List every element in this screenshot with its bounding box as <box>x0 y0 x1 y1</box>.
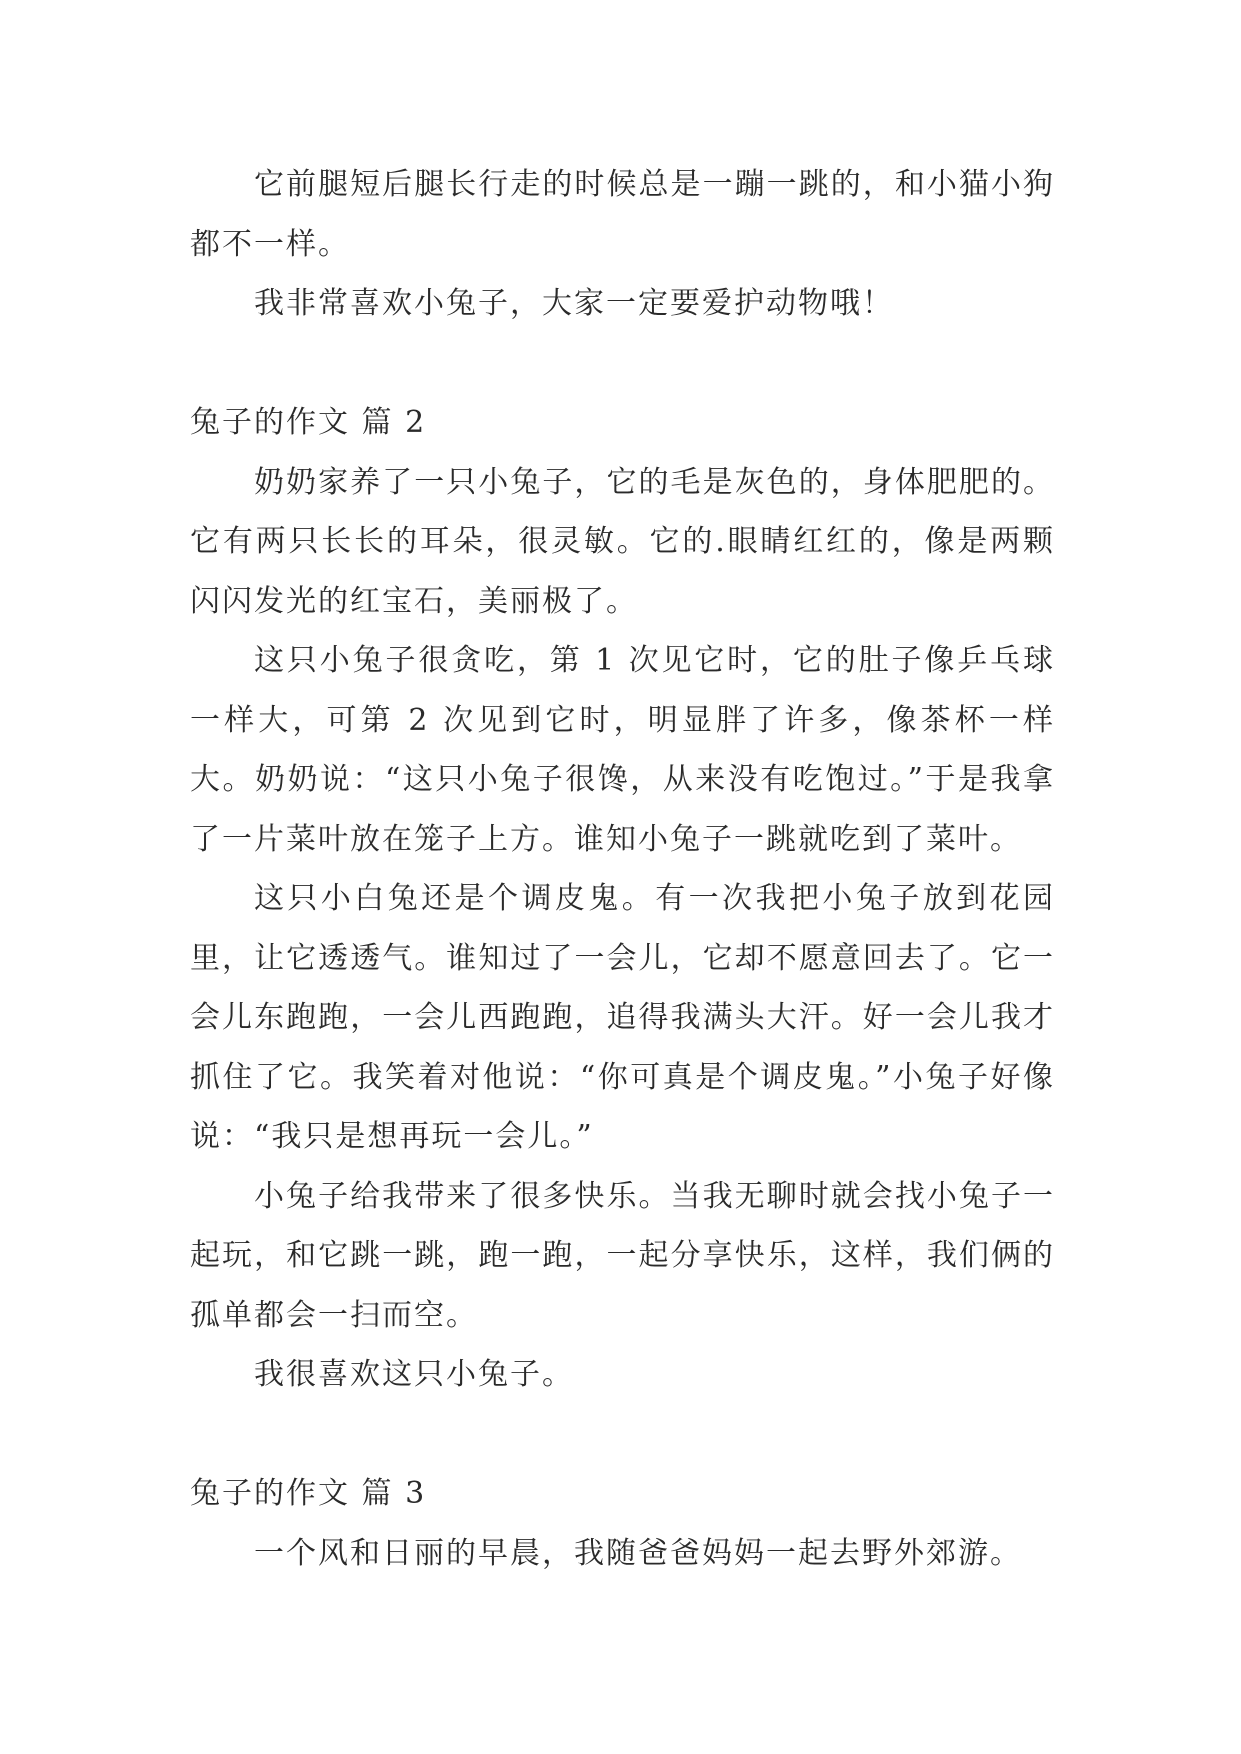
paragraph: 我非常喜欢小兔子，大家一定要爱护动物哦！ <box>254 286 894 321</box>
paragraph: 一个风和日丽的早晨，我随爸爸妈妈一起去野外郊游。 <box>254 1535 1022 1571</box>
section-heading: 兔子的作文 篇 2 <box>190 405 427 440</box>
document-body <box>190 155 1055 1583</box>
paragraph: 奶奶家养了一只小兔子，它的毛是灰色的，身体肥肥的。它有两只长长的耳朵，很灵敏。它的.眼睛红红的，像是两颗闪闪发光的红宝石，美丽极了。 <box>190 464 1055 619</box>
paragraph: 小兔子给我带来了很多快乐。当我无聊时就会找小兔子一起玩，和它跳一跳，跑一跑，一起分享快乐，这样，我们俩的孤单都会一扫而空。 <box>190 1178 1055 1333</box>
paragraph: 这只小白兔还是个调皮鬼。有一次我把小兔子放到花园里，让它透透气。谁知过了一会儿，它却不愿意回去了。它一会儿东跑跑，一会儿西跑跑，追得我满头大汗。好一会儿我才抓住了它。我笑着对他说：“你可真是个调皮鬼。”小兔子好像说：“我只是想再玩一会儿。” <box>190 881 1055 1154</box>
paragraph: 它前腿短后腿长行走的时候总是一蹦一跳的，和小猫小狗都不一样。 <box>190 167 1055 262</box>
paragraph: 这只小兔子很贪吃，第 1 次见它时，它的肚子像乒乓球一样大，可第 2 次见到它时，明显胖了许多，像茶杯一样大。奶奶说：“这只小兔子很馋，从来没有吃饱过。”于是我拿了一片菜叶放在笼子上方。谁知小兔子一跳就吃到了菜叶。 <box>190 643 1055 857</box>
section-heading: 兔子的作文 篇 3 <box>190 1476 427 1511</box>
paragraph: 我很喜欢这只小兔子。 <box>254 1357 574 1392</box>
